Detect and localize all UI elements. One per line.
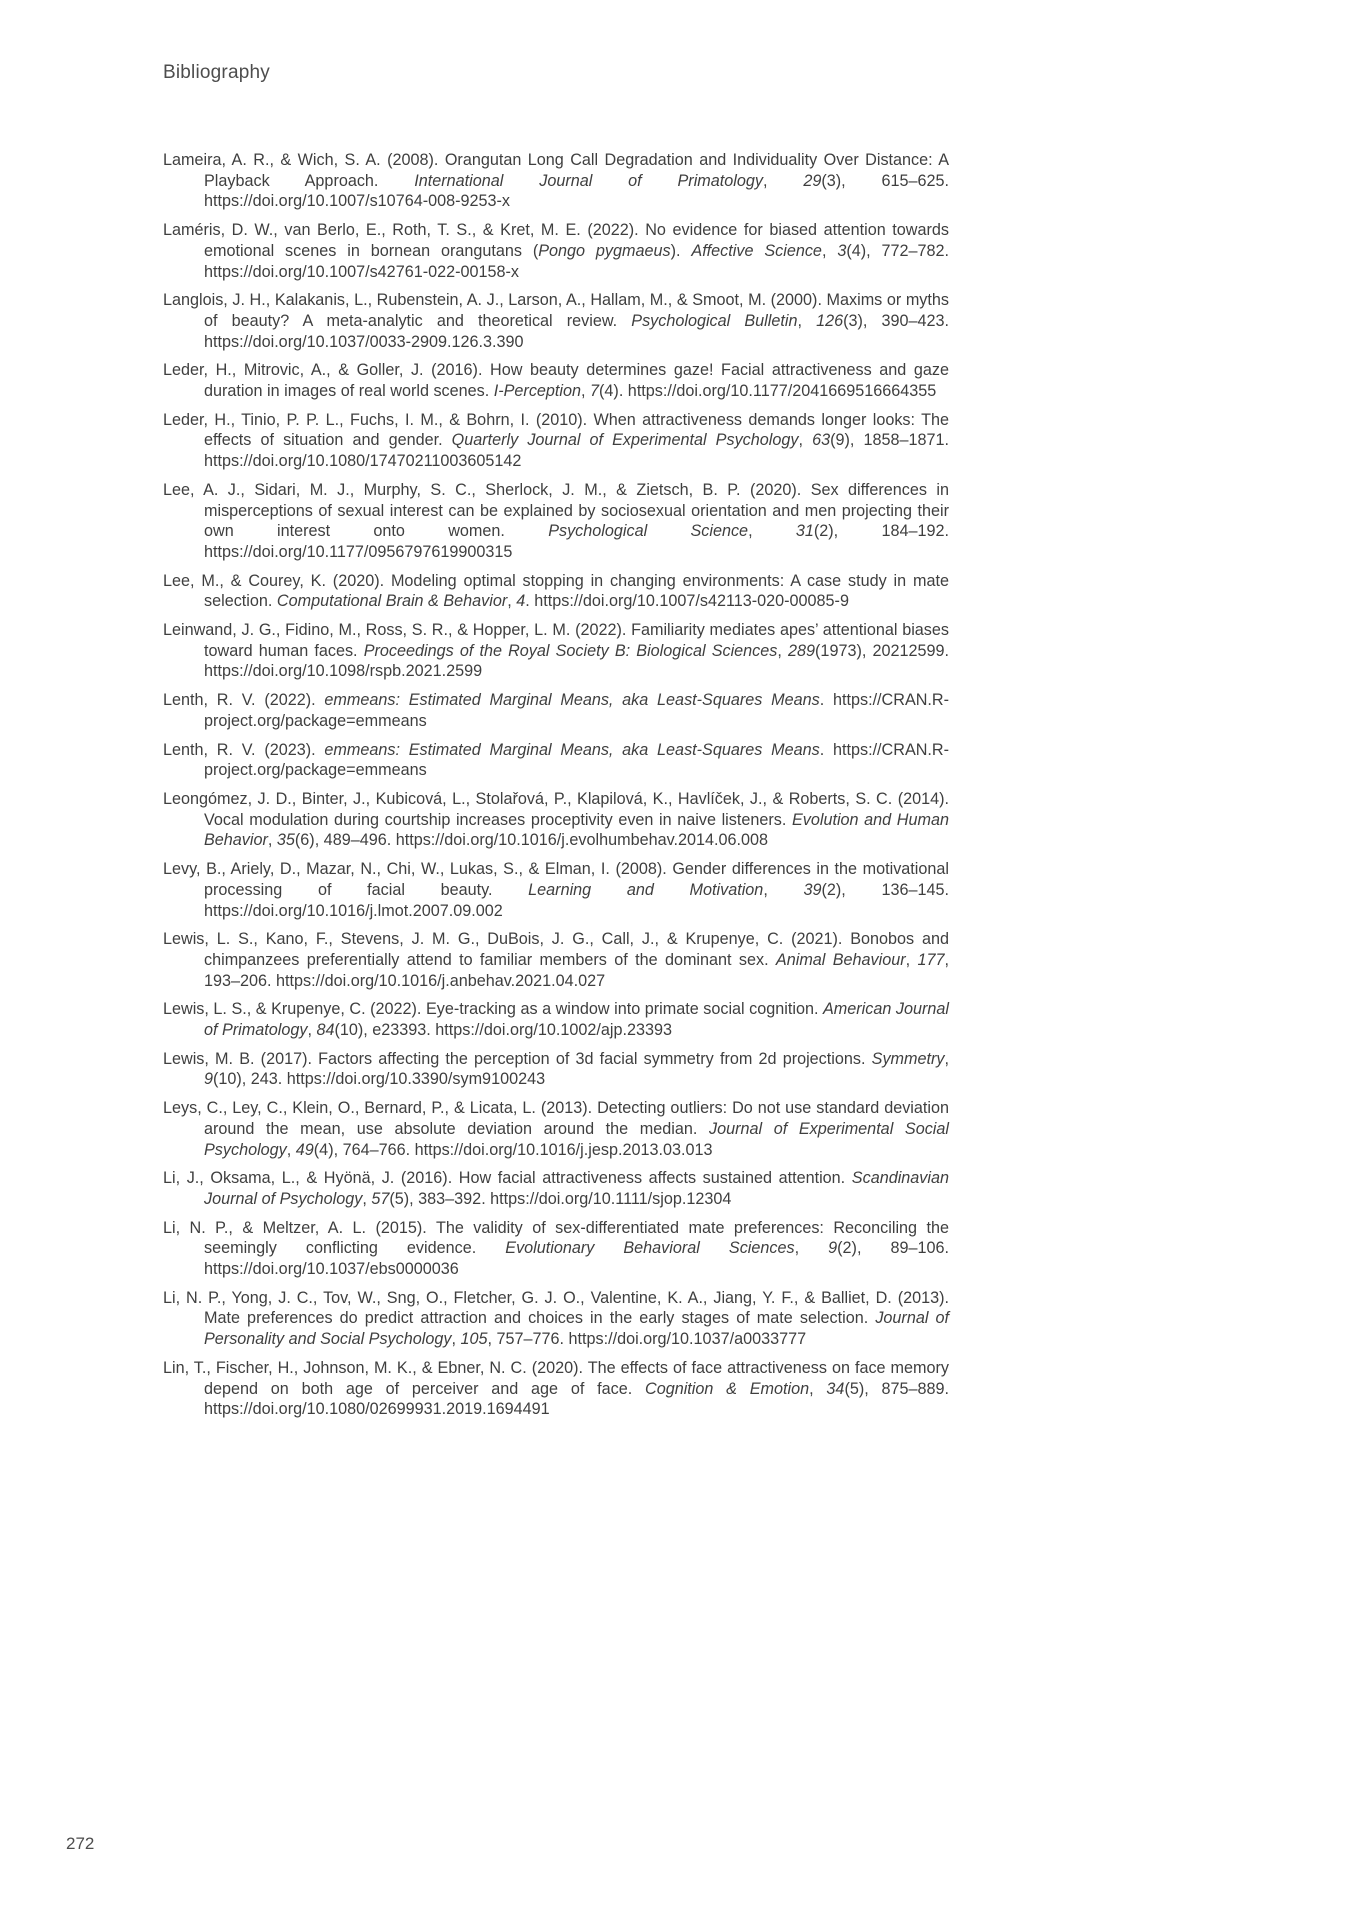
reference-italic-text: 289 bbox=[788, 641, 816, 660]
reference-text: (4), 772–782. https://doi.org/10.1007/s42761-022-00158-x bbox=[204, 241, 949, 281]
reference-text: , bbox=[362, 1189, 372, 1208]
reference-italic-text: Symmetry bbox=[871, 1049, 945, 1068]
reference-text: Leder, H., Tinio, P. P. L., Fuchs, I. M., & Bohrn, I. (2010). When attractiveness demands longer looks: The effects of situation and gender. bbox=[163, 410, 949, 450]
reference-text: Laméris, D. W., van Berlo, E., Roth, T. S., & Kret, M. E. (2022). No evidence for biased attention towards emotional scenes in bornean orangutans ( bbox=[163, 221, 949, 260]
reference-text: , bbox=[809, 1379, 827, 1398]
reference-text: (3), 615–625. https://doi.org/10.1007/s10764-008-9253-x bbox=[204, 171, 950, 211]
reference-text: (4), 764–766. https://doi.org/10.1016/j.jesp.2013.03.013 bbox=[313, 1140, 713, 1159]
reference-item bbox=[163, 290, 949, 352]
reference-italic-text: 177 bbox=[917, 950, 945, 969]
reference-text: . https://doi.org/10.1007/s42113-020-00085-9 bbox=[525, 592, 849, 611]
reference-text: , bbox=[763, 880, 804, 899]
reference-italic-text: 63 bbox=[812, 431, 831, 450]
reference-text: , bbox=[581, 382, 591, 401]
reference-text: Li, N. P., & Meltzer, A. L. (2015). The validity of sex-differentiated mate preferences: Reconciling the seemingly conflicting evidence. bbox=[163, 1218, 949, 1258]
reference-item bbox=[163, 999, 949, 1040]
reference-italic-text: 7 bbox=[590, 382, 600, 401]
reference-italic-text: Proceedings of the Royal Society B: Biological Sciences bbox=[363, 641, 778, 660]
reference-text: Li, N. P., Yong, J. C., Tov, W., Sng, O., Fletcher, G. J. O., Valentine, K. A., Jiang, Y. F., & Balliet, D. (2013). Mate preferences do predict attraction and choices in the early stages of mate selection. bbox=[163, 1288, 949, 1328]
page-number: 272 bbox=[66, 1834, 95, 1853]
reference-text: (9), 1858–1871. https://doi.org/10.1080/17470211003605142 bbox=[204, 431, 949, 471]
reference-item bbox=[163, 740, 949, 781]
reference-item bbox=[163, 1358, 949, 1420]
reference-text: Lewis, M. B. (2017). Factors affecting the perception of 3d facial symmetry from 2d projections. bbox=[163, 1049, 872, 1068]
page-title: Bibliography bbox=[163, 62, 270, 83]
reference-text: Lenth, R. V. (2022). bbox=[163, 691, 325, 710]
reference-text: , bbox=[944, 1049, 949, 1068]
reference-item bbox=[163, 1049, 949, 1090]
reference-text: , bbox=[762, 171, 804, 190]
reference-italic-text: Evolutionary Behavioral Sciences bbox=[505, 1239, 795, 1258]
reference-italic-text: 31 bbox=[795, 522, 814, 541]
reference-item bbox=[163, 150, 949, 212]
reference-item bbox=[163, 360, 949, 401]
reference-item bbox=[163, 1288, 949, 1350]
reference-text: (2), 136–145. https://doi.org/10.1016/j.lmot.2007.09.002 bbox=[204, 880, 949, 920]
reference-italic-text: 9 bbox=[204, 1070, 214, 1089]
reference-text: Leys, C., Ley, C., Klein, O., Bernard, P., & Licata, L. (2013). Detecting outliers: Do not use standard deviation around the mean, use absolute deviation around the median. bbox=[163, 1099, 949, 1138]
reference-italic-text: Pongo pygmaeus bbox=[538, 241, 671, 260]
reference-text: Lee, M., & Courey, K. (2020). Modeling optimal stopping in changing environments: A case study in mate selection. bbox=[163, 571, 949, 611]
reference-italic-text: Journal of Experimental Social Psychology bbox=[204, 1119, 949, 1159]
reference-text: (6), 489–496. https://doi.org/10.1016/j.evolhumbehav.2014.06.008 bbox=[294, 831, 768, 850]
reference-list bbox=[163, 150, 949, 1428]
reference-item bbox=[163, 1098, 949, 1160]
reference-text: Lameira, A. R., & Wich, S. A. (2008). Orangutan Long Call Degradation and Individuality Over Distance: A Playback Approach. bbox=[163, 151, 949, 190]
reference-text: , bbox=[777, 641, 789, 660]
reference-item bbox=[163, 620, 949, 682]
reference-italic-text: 9 bbox=[828, 1239, 838, 1258]
reference-italic-text: Learning and Motivation bbox=[528, 880, 764, 899]
reference-text: , bbox=[307, 1021, 317, 1040]
reference-text: Lewis, L. S., Kano, F., Stevens, J. M. G., DuBois, J. G., Call, J., & Krupenye, C. (2021). Bonobos and chimpanzees preferentially attend to familiar members of the dominant sex. bbox=[163, 930, 949, 969]
reference-italic-text: Animal Behaviour bbox=[775, 950, 906, 969]
reference-item bbox=[163, 929, 949, 991]
reference-text: , bbox=[286, 1140, 296, 1159]
reference-italic-text: International Journal of Primatology bbox=[414, 171, 763, 190]
reference-italic-text: 49 bbox=[295, 1140, 314, 1159]
reference-item bbox=[163, 690, 949, 731]
reference-text: Langlois, J. H., Kalakanis, L., Rubenstein, A. J., Larson, A., Hallam, M., & Smoot, M. (2000). Maxims or myths of beauty? A meta-analytic and theoretical review. bbox=[163, 291, 949, 330]
reference-italic-text: Journal of Personality and Social Psychology bbox=[204, 1309, 949, 1349]
reference-italic-text: emmeans: Estimated Marginal Means, aka Least-Squares Means bbox=[324, 740, 820, 759]
reference-item bbox=[163, 789, 949, 851]
reference-italic-text: I-Perception bbox=[493, 382, 582, 401]
reference-text: Leder, H., Mitrovic, A., & Goller, J. (2016). How beauty determines gaze! Facial attractiveness and gaze duration in images of real world scenes. bbox=[163, 361, 949, 401]
reference-italic-text: emmeans: Estimated Marginal Means, aka Least-Squares Means bbox=[324, 691, 820, 710]
reference-italic-text: Quarterly Journal of Experimental Psychology bbox=[451, 431, 799, 450]
reference-text: , bbox=[748, 522, 796, 541]
reference-item bbox=[163, 859, 949, 921]
reference-italic-text: 84 bbox=[316, 1021, 335, 1040]
reference-italic-text: 34 bbox=[826, 1379, 845, 1398]
reference-italic-text: Psychological Science bbox=[548, 522, 749, 541]
reference-text: . https://CRAN.R-project.org/package=emmeans bbox=[204, 691, 950, 730]
reference-text: (10), 243. https://doi.org/10.3390/sym9100243 bbox=[213, 1070, 546, 1089]
reference-item bbox=[163, 571, 949, 612]
reference-text: (3), 390–423. https://doi.org/10.1037/0033-2909.126.3.390 bbox=[204, 311, 950, 351]
reference-item bbox=[163, 1218, 949, 1280]
reference-text: Li, J., Oksama, L., & Hyönä, J. (2016). How facial attractiveness affects sustained attention. bbox=[163, 1169, 852, 1188]
reference-text: Lee, A. J., Sidari, M. J., Murphy, S. C., Sherlock, J. M., & Zietsch, B. P. (2020). Sex differences in misperceptions of sexual interest can be explained by sociosexual orientation and men projecting their own interest onto women. bbox=[163, 480, 949, 541]
reference-text: Levy, B., Ariely, D., Mazar, N., Chi, W., Lukas, S., & Elman, I. (2008). Gender differences in the motivational processing of facial beauty. bbox=[163, 860, 949, 899]
reference-text: ). bbox=[670, 241, 692, 260]
reference-text: Lin, T., Fischer, H., Johnson, M. K., & Ebner, N. C. (2020). The effects of face attractiveness on face memory depend on both age of perceiver and age of face. bbox=[163, 1358, 949, 1398]
reference-text: , 757–776. https://doi.org/10.1037/a0033777 bbox=[487, 1330, 807, 1349]
reference-text: (5), 383–392. https://doi.org/10.1111/sjop.12304 bbox=[389, 1189, 732, 1208]
reference-text: , bbox=[798, 431, 813, 450]
reference-italic-text: Affective Science bbox=[691, 241, 822, 260]
reference-italic-text: 126 bbox=[816, 311, 844, 330]
reference-text: Lenth, R. V. (2023). bbox=[163, 740, 325, 759]
reference-text: . https://CRAN.R-project.org/package=emmeans bbox=[204, 740, 950, 780]
reference-text: Leinwand, J. G., Fidino, M., Ross, S. R., & Hopper, L. M. (2022). Familiarity mediates apes’ attentional biases toward human faces. bbox=[163, 621, 949, 660]
reference-italic-text: 35 bbox=[276, 831, 295, 850]
reference-text: , bbox=[267, 831, 277, 850]
reference-italic-text: 4 bbox=[516, 592, 526, 611]
reference-text: , bbox=[821, 241, 838, 260]
reference-item bbox=[163, 220, 949, 282]
reference-text: , bbox=[905, 950, 918, 969]
reference-italic-text: 39 bbox=[803, 880, 822, 899]
reference-italic-text: Psychological Bulletin bbox=[631, 311, 798, 330]
reference-text: (10), e23393. https://doi.org/10.1002/ajp.23393 bbox=[334, 1021, 672, 1040]
reference-italic-text: Evolution and Human Behavior bbox=[204, 810, 949, 850]
reference-italic-text: Computational Brain & Behavior bbox=[276, 592, 508, 611]
reference-text: (1973), 20212599. https://doi.org/10.1098/rspb.2021.2599 bbox=[204, 641, 949, 681]
reference-italic-text: 3 bbox=[837, 241, 847, 260]
reference-text: , 193–206. https://doi.org/10.1016/j.anbehav.2021.04.027 bbox=[204, 950, 949, 990]
reference-text: (2), 184–192. https://doi.org/10.1177/0956797619900315 bbox=[204, 522, 949, 561]
reference-item bbox=[163, 410, 949, 472]
reference-italic-text: 29 bbox=[803, 171, 822, 190]
reference-italic-text: 57 bbox=[371, 1189, 390, 1208]
reference-text: (2), 89–106. https://doi.org/10.1037/ebs0000036 bbox=[204, 1239, 949, 1279]
reference-item bbox=[163, 480, 949, 563]
reference-text: , bbox=[797, 311, 817, 330]
reference-italic-text: Cognition & Emotion bbox=[645, 1379, 810, 1398]
reference-text: , bbox=[507, 592, 517, 611]
reference-text: Lewis, L. S., & Krupenye, C. (2022). Eye-tracking as a window into primate social cognition. bbox=[163, 1000, 823, 1019]
reference-italic-text: American Journal of Primatology bbox=[204, 1000, 949, 1040]
reference-item bbox=[163, 1168, 949, 1209]
reference-text: , bbox=[451, 1330, 461, 1349]
reference-text: Leongómez, J. D., Binter, J., Kubicová, L., Stolařová, P., Klapilová, K., Havlíček, J., & Roberts, S. C. (2014). Vocal modulation during courtship increases proceptivity even in naive listeners. bbox=[163, 789, 949, 829]
reference-text: (5), 875–889. https://doi.org/10.1080/02699931.2019.1694491 bbox=[204, 1379, 950, 1419]
reference-text: , bbox=[794, 1239, 829, 1258]
reference-text: (4). https://doi.org/10.1177/2041669516664355 bbox=[599, 382, 937, 401]
reference-italic-text: Scandinavian Journal of Psychology bbox=[204, 1169, 949, 1208]
reference-italic-text: 105 bbox=[460, 1330, 488, 1349]
